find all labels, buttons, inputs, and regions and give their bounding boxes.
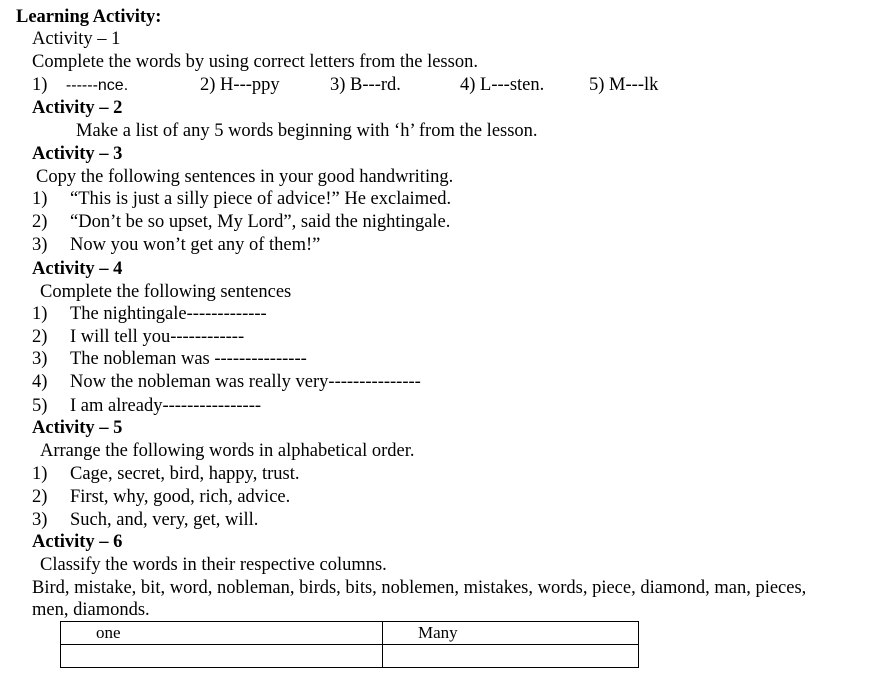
- activity-6-title: Activity – 6: [32, 532, 123, 552]
- item-text: M---lk: [609, 75, 659, 95]
- item-text: Cage, secret, bird, happy, trust.: [70, 464, 300, 484]
- item-text: The nobleman was ---------------: [70, 349, 307, 369]
- item-number: 5): [589, 75, 605, 95]
- item-number: 3): [330, 75, 346, 95]
- activity-5-title: Activity – 5: [32, 418, 123, 438]
- table-row: [61, 645, 639, 668]
- item-text: I will tell you------------: [70, 327, 245, 347]
- activity-1-title: Activity – 1: [32, 29, 121, 49]
- activity-2-instruction: Make a list of any 5 words beginning with ‘h’ from the lesson.: [76, 121, 538, 141]
- activity-4-title: Activity – 4: [32, 259, 123, 279]
- activity-5-instruction: Arrange the following words in alphabetical order.: [40, 441, 415, 461]
- column-header-one: one: [61, 622, 383, 645]
- activity-1-item-1: [32, 74, 128, 97]
- item-text: Now the nobleman was really very---------------: [70, 372, 421, 392]
- activity-3-title: Activity – 3: [32, 144, 123, 164]
- learning-activity-heading: Learning Activity:: [16, 7, 162, 27]
- item-text: “This is just a silly piece of advice!” He exclaimed.: [70, 189, 452, 209]
- item-number: 1): [32, 75, 48, 95]
- activity-1-instruction: Complete the words by using correct letters from the lesson.: [32, 52, 478, 72]
- item-text: B---rd.: [350, 75, 401, 95]
- activity-3-item-2: [32, 211, 450, 233]
- activity-4-item-4: [32, 371, 421, 393]
- item-number: 2): [32, 212, 48, 232]
- item-text: ------nce.: [65, 77, 129, 94]
- activity-3-item-1: [32, 188, 451, 210]
- item-text: First, why, good, rich, advice.: [70, 487, 291, 507]
- activity-5-item-3: [32, 509, 258, 531]
- activity-4-item-5: [32, 395, 261, 417]
- item-number: 1): [32, 304, 48, 324]
- activity-3-instruction: Copy the following sentences in your good handwriting.: [36, 167, 454, 187]
- activity-4-item-2: [32, 326, 244, 348]
- item-number: 1): [32, 464, 48, 484]
- activity-4-item-1: [32, 303, 267, 325]
- activity-2-title: Activity – 2: [32, 98, 123, 118]
- activity-5-item-2: [32, 486, 290, 508]
- blank-cell-many[interactable]: [383, 645, 639, 668]
- blank-cell-one[interactable]: [61, 645, 383, 668]
- item-number: 4): [32, 372, 48, 392]
- activity-1-item-3: [330, 74, 401, 96]
- item-text: H---ppy: [220, 75, 280, 95]
- activity-6-instruction: Classify the words in their respective columns.: [40, 555, 387, 575]
- activity-1-items: [32, 74, 732, 96]
- activity-1-item-4: [460, 74, 544, 96]
- activity-1-item-2: [200, 74, 280, 96]
- activity-1-item-5: [589, 74, 658, 96]
- item-number: 3): [32, 349, 48, 369]
- item-text: L---sten.: [480, 75, 545, 95]
- item-number: 3): [32, 235, 48, 255]
- activity-4-item-3: [32, 348, 307, 370]
- item-text: Such, and, very, get, will.: [70, 510, 259, 530]
- classify-table: [60, 621, 639, 668]
- item-text: “Don’t be so upset, My Lord”, said the nightingale.: [70, 212, 451, 232]
- activity-6-words-line-1: Bird, mistake, bit, word, nobleman, birds, bits, noblemen, mistakes, words, piece, diamond, man, pieces,: [32, 578, 807, 598]
- item-number: 1): [32, 189, 48, 209]
- table-row: [61, 622, 639, 645]
- column-header-many: Many: [383, 622, 639, 645]
- activity-6-words-line-2: men, diamonds.: [32, 600, 150, 620]
- item-number: 3): [32, 510, 48, 530]
- activity-4-instruction: Complete the following sentences: [40, 282, 292, 302]
- item-number: 2): [32, 327, 48, 347]
- item-number: 5): [32, 396, 48, 416]
- item-text: The nightingale-------------: [70, 304, 267, 324]
- item-number: 2): [32, 487, 48, 507]
- item-text: I am already----------------: [70, 396, 262, 416]
- item-number: 4): [460, 75, 476, 95]
- activity-5-item-1: [32, 463, 299, 485]
- item-text: Now you won’t get any of them!”: [70, 235, 321, 255]
- activity-3-item-3: [32, 234, 320, 256]
- item-number: 2): [200, 75, 216, 95]
